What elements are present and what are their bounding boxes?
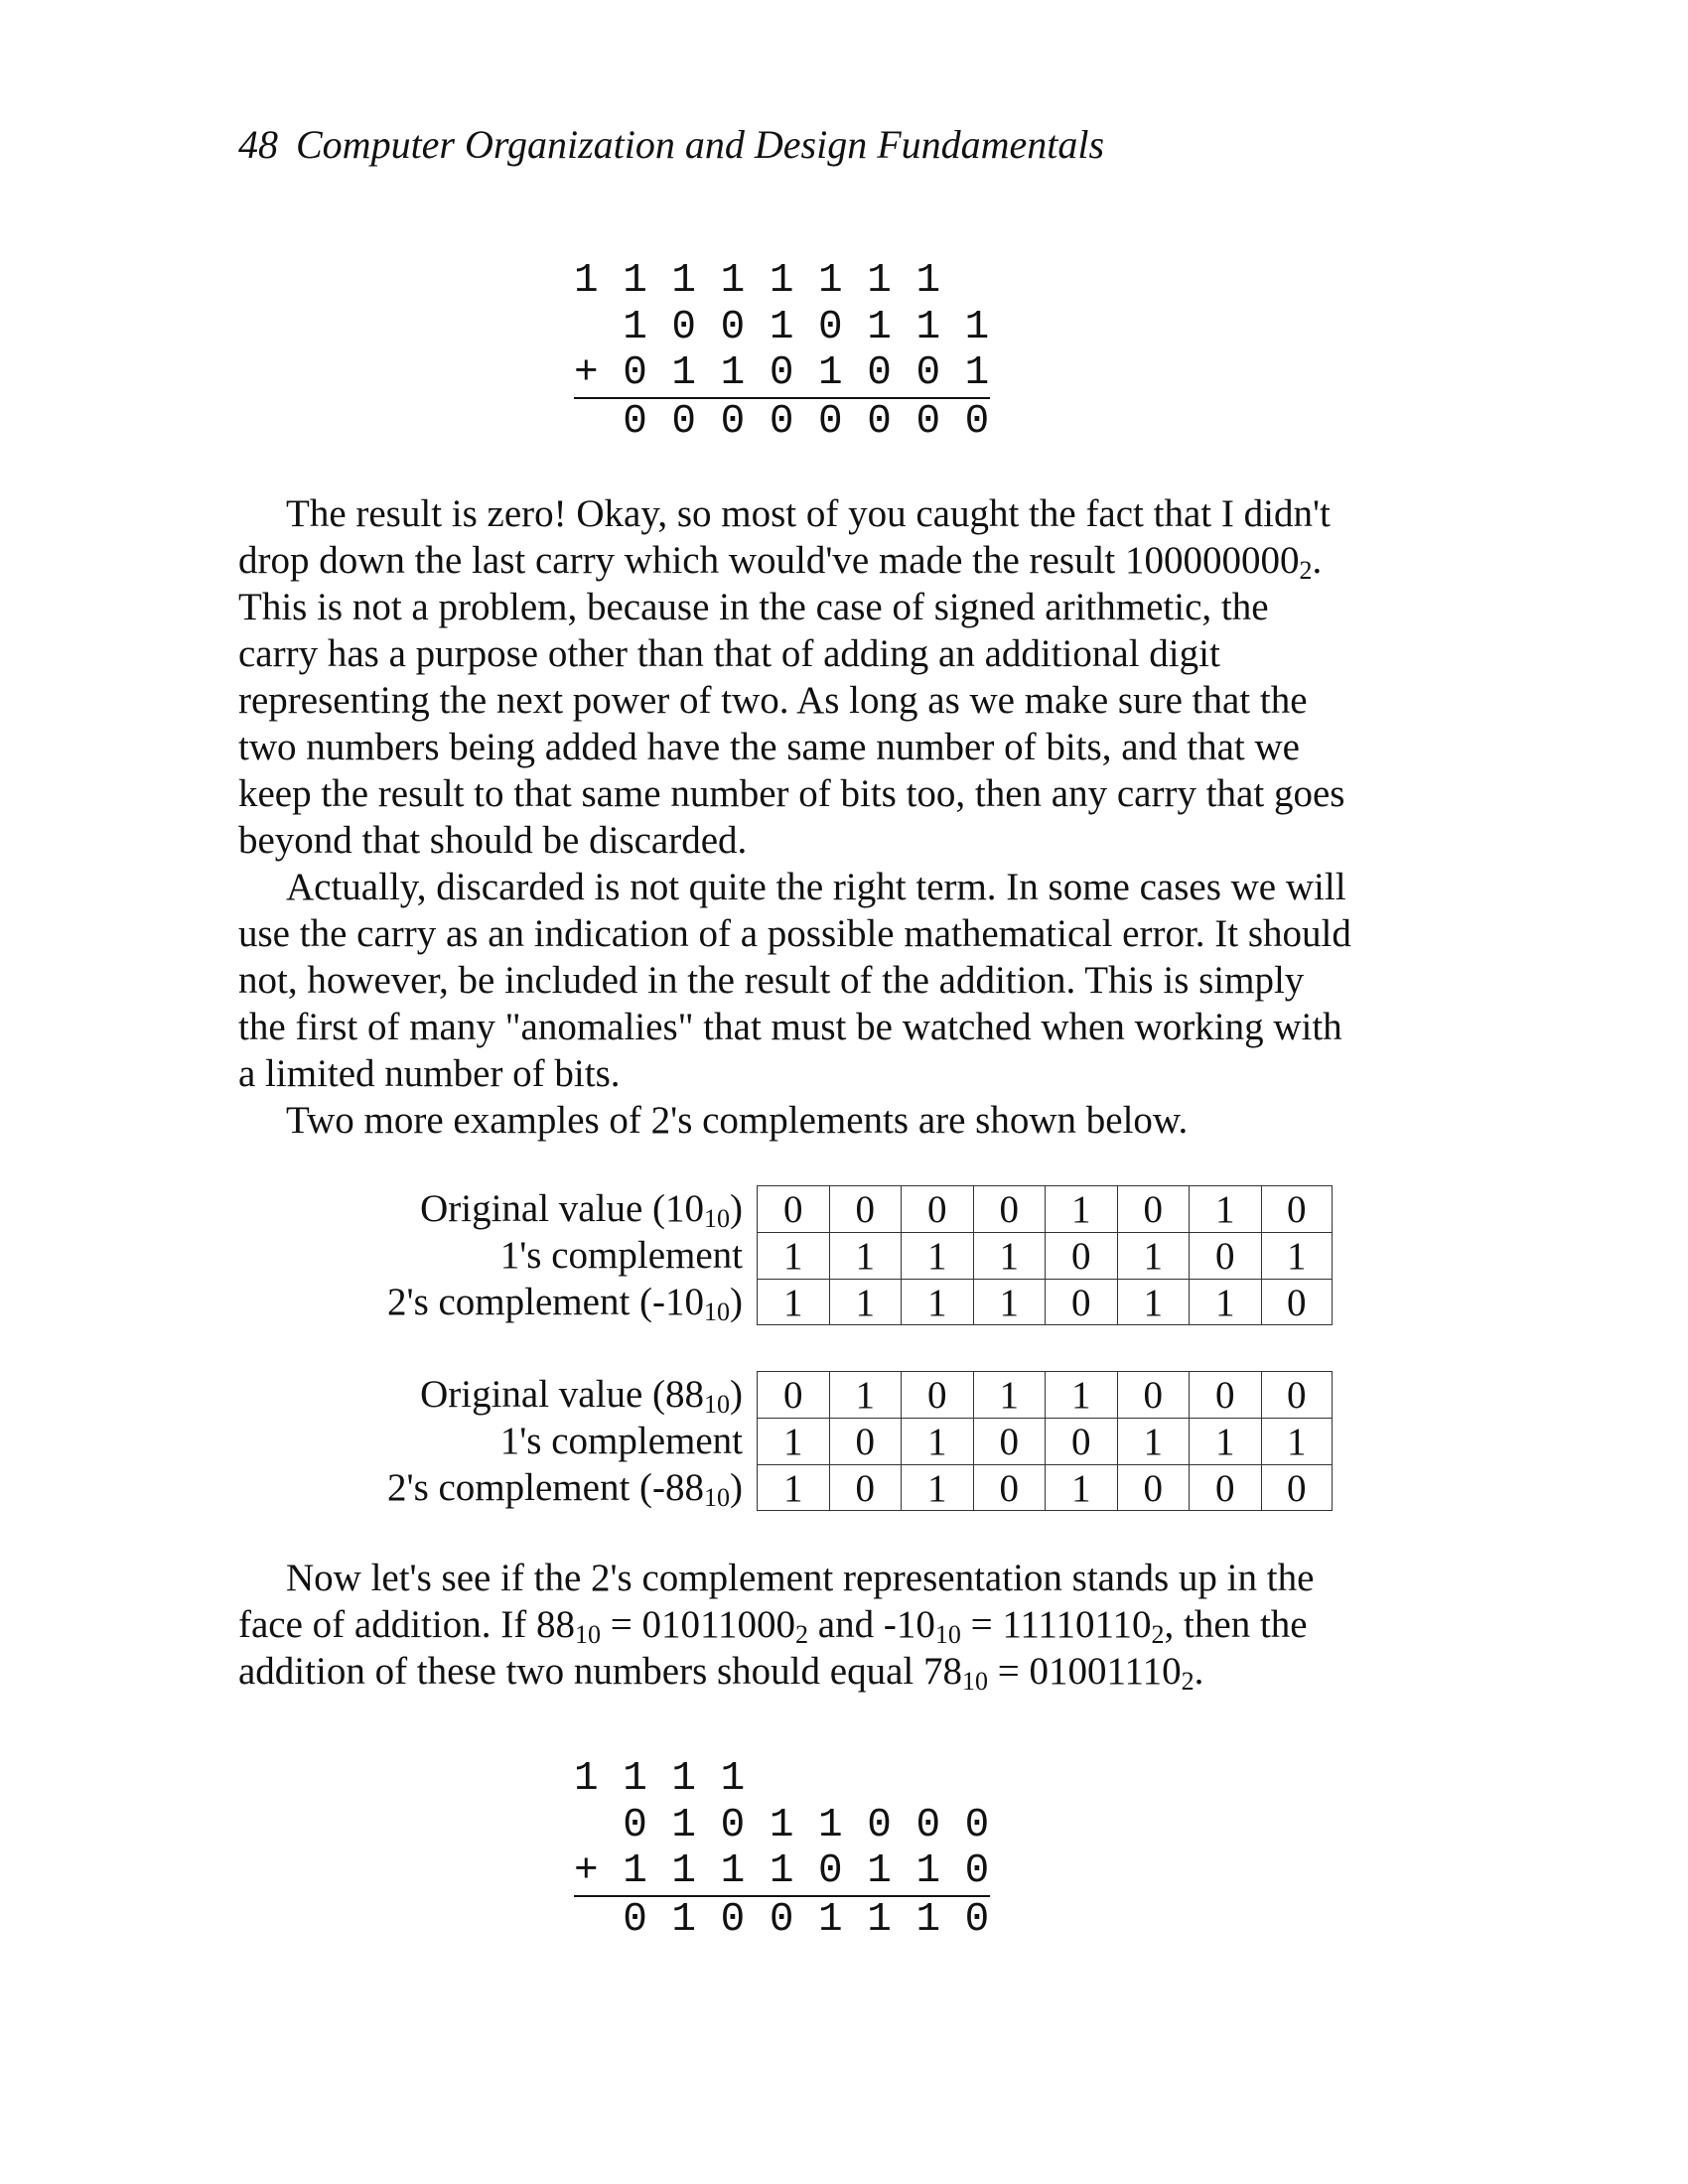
bit-cell: 0	[1117, 1464, 1190, 1511]
bit-cells	[757, 1279, 1333, 1325]
bit-cell: 0	[757, 1371, 829, 1418]
bit-cell: 1	[1117, 1418, 1190, 1464]
text-line: keep the result to that same number of bits too, then any carry that goes	[238, 772, 1345, 815]
result-row: 0 1 0 0 1 1 1 0	[574, 1896, 990, 1943]
bit-cell: 0	[1045, 1232, 1117, 1279]
bit-cell: 0	[1261, 1279, 1334, 1325]
body-text-1	[238, 490, 1450, 1144]
bit-cell: 0	[901, 1371, 973, 1418]
row-label: Original value $(10_{10})$	[420, 1187, 743, 1233]
bit-cell: 1	[829, 1232, 902, 1279]
operand-1-row: 1 0 0 1 0 1 1 1	[574, 304, 990, 350]
bit-cell: 0	[829, 1185, 902, 1232]
text-line: beyond that should be discarded.	[238, 819, 748, 862]
row-label: Original value $(88_{10})$	[420, 1373, 743, 1419]
bit-cell: 1	[757, 1232, 829, 1279]
bit-cell: 0	[973, 1185, 1046, 1232]
text-line: This is not a problem, because in the case of signed arithmetic, the	[238, 586, 1269, 628]
bit-cell: 1	[1117, 1279, 1190, 1325]
bit-cell: 0	[829, 1464, 902, 1511]
bit-cell: 0	[1261, 1464, 1334, 1511]
row-label: 1's complement	[499, 1234, 743, 1277]
bit-cell: 1	[973, 1371, 1046, 1418]
bit-cell: 0	[973, 1418, 1046, 1464]
bit-cell: 1	[1045, 1371, 1117, 1418]
table-row	[238, 1279, 1333, 1325]
bit-cell: 0	[973, 1464, 1046, 1511]
bit-cell: 1	[901, 1232, 973, 1279]
text-line: not, however, be included in the result of the addition. This is simply	[238, 959, 1305, 1002]
carry-row: 1 1 1 1	[574, 1756, 746, 1802]
bit-cell: 1	[757, 1418, 829, 1464]
text-line: use the carry as an indication of a possible mathematical error. It should	[238, 912, 1351, 955]
text-line: Actually, discarded is not quite the right term. In some cases we will	[286, 866, 1346, 908]
bit-cell: 1	[829, 1279, 902, 1325]
bit-cells	[757, 1371, 1333, 1418]
bit-cell: 1	[901, 1464, 973, 1511]
complement-table-10	[238, 1185, 1333, 1325]
bit-cells	[757, 1418, 1333, 1464]
paragraph-3	[238, 1097, 1450, 1144]
bit-cell: 1	[973, 1232, 1046, 1279]
bit-cell: 0	[1261, 1371, 1334, 1418]
paragraph-4	[238, 1555, 1450, 1695]
page-number: 48	[238, 122, 278, 167]
bit-cell: 1	[973, 1279, 1046, 1325]
bit-cell: 1	[757, 1464, 829, 1511]
text-line: addition of these two numbers should equal $78_{10} = 01001110_2$.	[238, 1650, 1204, 1696]
bit-cell: 1	[757, 1279, 829, 1325]
complement-table-88	[238, 1371, 1333, 1511]
result-row: 0 0 0 0 0 0 0 0	[574, 398, 990, 445]
text-line: The result is zero! Okay, so most of you caught the fact that I didn't	[286, 492, 1331, 535]
text-line: two numbers being added have the same number of bits, and that we	[238, 726, 1300, 768]
text-line: representing the next power of two. As long as we make sure that the	[238, 679, 1308, 722]
binary-addition-1	[574, 258, 990, 445]
bit-cell: 1	[1045, 1464, 1117, 1511]
bit-cell: 1	[1189, 1279, 1261, 1325]
operand-1-row: 0 1 0 1 1 0 0 0	[574, 1802, 990, 1848]
bit-cell: 1	[1045, 1185, 1117, 1232]
bit-cell: 0	[1189, 1464, 1261, 1511]
operand-2-row: + 1 1 1 1 0 1 1 0	[574, 1848, 990, 1894]
bit-cell: 0	[1117, 1371, 1190, 1418]
carry-row: 1 1 1 1 1 1 1 1	[574, 258, 941, 304]
table-row	[238, 1185, 1333, 1232]
bit-cell: 0	[1189, 1371, 1261, 1418]
table-row	[238, 1232, 1333, 1279]
running-header	[238, 121, 1104, 169]
bit-cell: 0	[1117, 1185, 1190, 1232]
bit-cell: 1	[1261, 1418, 1334, 1464]
table-row	[238, 1371, 1333, 1418]
row-label: 1's complement	[499, 1420, 743, 1462]
text-line: the first of many "anomalies" that must be watched when working with	[238, 1006, 1342, 1048]
bit-cell: 0	[1045, 1279, 1117, 1325]
operand-2-row: + 0 1 1 0 1 0 0 1	[574, 350, 990, 396]
text-line: a limited number of bits.	[238, 1052, 621, 1095]
paragraph-1	[238, 490, 1450, 864]
table-row	[238, 1464, 1333, 1511]
bit-cell: 0	[901, 1185, 973, 1232]
bit-cells	[757, 1232, 1333, 1279]
bit-cell: 1	[901, 1279, 973, 1325]
text-line: drop down the last carry which would've made the result $100000000_2$.	[238, 539, 1323, 585]
bit-cell: 1	[1261, 1232, 1334, 1279]
text-line: Now let's see if the 2's complement representation stands up in the	[286, 1557, 1315, 1599]
bit-cell: 0	[757, 1185, 829, 1232]
bit-cell: 1	[829, 1371, 902, 1418]
text-line: carry has a purpose other than that of adding an additional digit	[238, 632, 1220, 675]
bit-cell: 0	[829, 1418, 902, 1464]
row-label: 2's complement $(-10_{10})$	[387, 1281, 743, 1326]
bit-cells	[757, 1464, 1333, 1511]
bit-cell: 0	[1189, 1232, 1261, 1279]
bit-cell: 0	[1261, 1185, 1334, 1232]
bit-cell: 1	[1117, 1232, 1190, 1279]
bit-cells	[757, 1185, 1333, 1232]
binary-addition-2	[574, 1756, 990, 1943]
book-title: Computer Organization and Design Fundamentals	[296, 122, 1105, 167]
table-row	[238, 1418, 1333, 1464]
row-label: 2's complement $(-88_{10})$	[387, 1466, 743, 1512]
bit-cell: 1	[1189, 1185, 1261, 1232]
text-line: face of addition. If $88_{10} = 01011000_2$ and $-10_{10} = 11110110_2$, then the	[238, 1603, 1308, 1649]
bit-cell: 0	[1045, 1418, 1117, 1464]
body-text-2	[238, 1555, 1450, 1695]
paragraph-2	[238, 864, 1450, 1097]
text-line: Two more examples of 2's complements are shown below.	[286, 1099, 1189, 1142]
bit-cell: 1	[1189, 1418, 1261, 1464]
bit-cell: 1	[901, 1418, 973, 1464]
